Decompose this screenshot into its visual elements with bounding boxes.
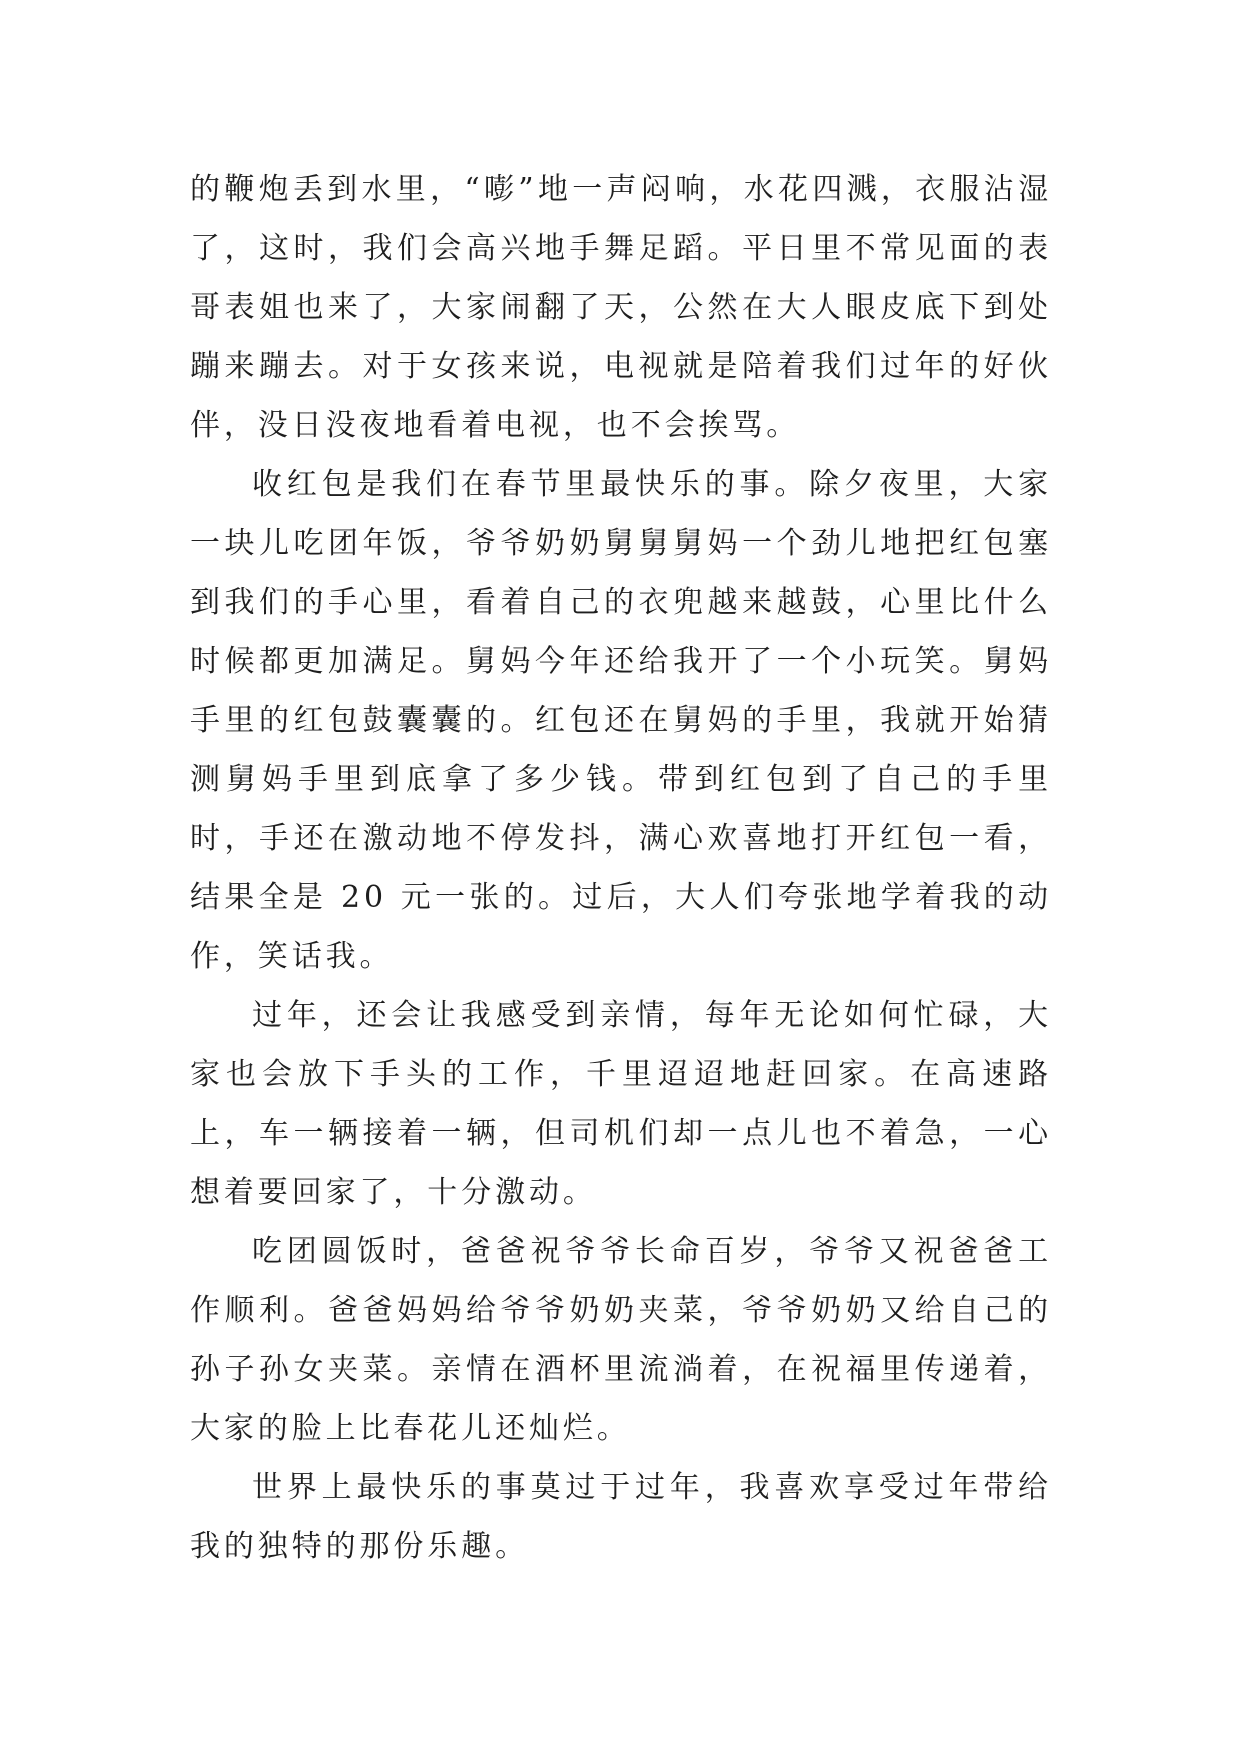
paragraph-reunion-dinner: 吃团圆饭时，爸爸祝爷爷长命百岁，爷爷又祝爸爸工作顺利。爸爸妈妈给爷爷奶奶夹菜，爷爷奶奶又给自己的孙子孙女夹菜。亲情在酒杯里流淌着，在祝福里传递着，大家的脸上比春花儿还灿烂。: [190, 1234, 1052, 1446]
paragraph-red-envelope: 收红包是我们在春节里最快乐的事。除夕夜里，大家一块儿吃团年饭，爷爷奶奶舅舅舅妈一个劲儿地把红包塞到我们的手心里，看着自己的衣兜越来越鼓，心里比什么时候都更加满足。舅妈今年还给我开了一个小玩笑。舅妈手里的红包鼓囊囊的。红包还在舅妈的手里，我就开始猜测舅妈手里到底拿了多少钱。带到红包到了自己的手里时，手还在激动地不停发抖，满心欢喜地打开红包一看，结果全是 20 元一张的。过后，大人们夸张地学着我的动作，笑话我。: [190, 467, 1052, 974]
paragraph-family-return: 过年，还会让我感受到亲情，每年无论如何忙碌，大家也会放下手头的工作，千里迢迢地赶回家。在高速路上，车一辆接着一辆，但司机们却一点儿也不着急，一心想着要回家了，十分激动。: [190, 998, 1052, 1210]
paragraph-conclusion: 世界上最快乐的事莫过于过年，我喜欢享受过年带给我的独特的那份乐趣。: [190, 1470, 1052, 1564]
paragraph-continuation: 的鞭炮丢到水里，“嘭”地一声闷响，水花四溅，衣服沾湿了，这时，我们会高兴地手舞足蹈。平日里不常见面的表哥表姐也来了，大家闹翻了天，公然在大人眼皮底下到处蹦来蹦去。对于女孩来说，电视就是陪着我们过年的好伙伴，没日没夜地看着电视，也不会挨骂。: [190, 172, 1052, 443]
essay-body: [190, 160, 1052, 1576]
